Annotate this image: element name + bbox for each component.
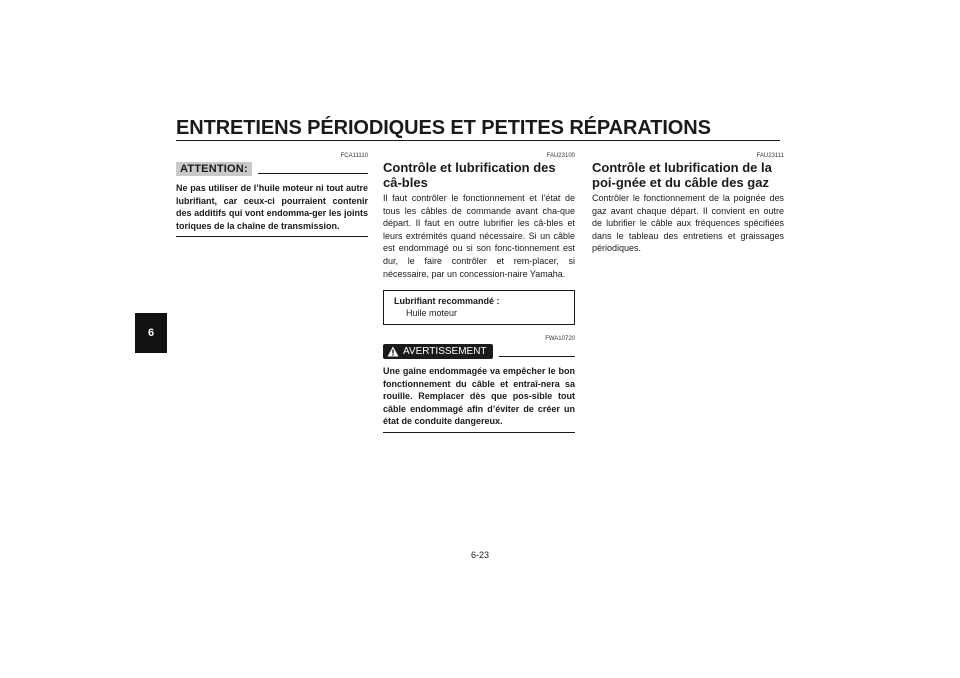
attention-header: [176, 162, 368, 176]
column-middle: [383, 152, 575, 433]
attention-label: ATTENTION:: [176, 162, 252, 176]
warning-header: [383, 344, 575, 359]
lubricant-title: Lubrifiant recommandé :: [394, 296, 500, 307]
attention-rule: [258, 173, 368, 174]
column-left: [176, 152, 368, 237]
warning-triangle-icon: [387, 346, 399, 357]
warning-label-box: [383, 344, 493, 359]
reference-code: FCA11110: [340, 153, 368, 159]
warning-bottom-rule: [383, 432, 575, 433]
warning-text: Une gaine endommagée va empêcher le bon fonctionnement du câble et entraî-nera sa rouille. Remplacer dès que pos-sible tout câble endommagé afin d’éviter de créer un état de conduite dangereux.: [383, 366, 575, 427]
warning-code: FWA10720: [545, 336, 575, 343]
attention-bottom-rule: [176, 236, 368, 237]
warning-rule: [499, 356, 575, 357]
section-body: Contrôler le fonctionnement de la poignée des gaz avant chaque départ. Il convient en outre de lubrifier le câble aux fréquences spécifiées dans le tableau des entretiens et graissages périodiques.: [592, 193, 784, 254]
reference-code: FAU23111: [756, 153, 784, 159]
chapter-tab: 6: [135, 313, 167, 353]
lubricant-box: [383, 290, 575, 325]
section-heading: Contrôle et lubrification des câ-bles: [383, 160, 556, 190]
reference-code: FAU23100: [546, 153, 575, 159]
lubricant-value: Huile moteur: [406, 308, 458, 319]
column-right: [592, 152, 784, 255]
section-heading: Contrôle et lubrification de la poi-gnée et du câble des gaz: [592, 160, 772, 190]
warning-label: AVERTISSEMENT: [403, 346, 487, 358]
section-body: Il faut contrôler le fonctionnement et l’état de tous les câbles de commande avant cha-que départ. Il faut en outre lubrifier les câ-bles et leurs extrémités quand nécessaire. Si un câble est endommagé ou si son fonc-tionnement est dur, le faire contrôler et rem-placer, si nécessaire, par un concession-naire Yamaha.: [383, 193, 575, 279]
attention-text: Ne pas utiliser de l’huile moteur ni tout autre lubrifiant, car ceux-ci pourraient contenir des additifs qui vont endomma-ger les joints toriques de la chaîne de transmission.: [176, 183, 368, 231]
page-number: 6-23: [470, 550, 489, 560]
page-title: ENTRETIENS PÉRIODIQUES ET PETITES RÉPARATIONS: [176, 117, 711, 139]
title-rule: [176, 140, 780, 141]
